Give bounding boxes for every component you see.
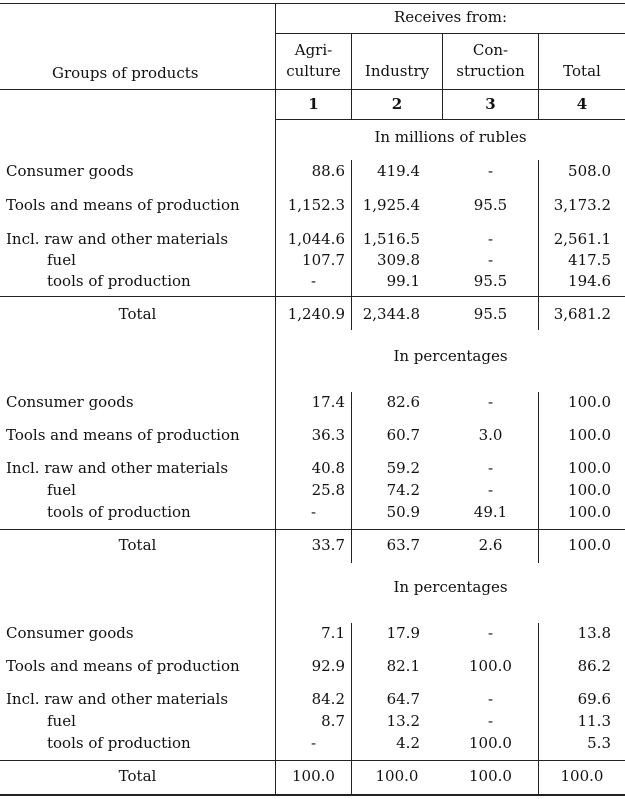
total-cell: 33.7 bbox=[311, 536, 345, 554]
cell: 99.1 bbox=[386, 272, 420, 290]
cell: 107.7 bbox=[302, 251, 345, 269]
section-title: In percentages bbox=[393, 578, 508, 596]
column-number: 1 bbox=[308, 95, 319, 113]
cell: - bbox=[310, 272, 317, 290]
row-label: tools of production bbox=[47, 734, 191, 752]
cell: 74.2 bbox=[386, 481, 420, 499]
cell: 49.1 bbox=[473, 503, 508, 521]
row-label: Consumer goods bbox=[6, 162, 134, 180]
cell: 100.0 bbox=[568, 426, 611, 444]
header-bottom-rule bbox=[0, 89, 625, 90]
cell: - bbox=[487, 230, 494, 248]
cell: 309.8 bbox=[377, 251, 420, 269]
groups-of-products-heading: Groups of products bbox=[52, 64, 199, 82]
number-row-rule bbox=[275, 119, 625, 120]
construction-heading-line2: struction bbox=[456, 62, 525, 80]
cell: 86.2 bbox=[577, 657, 611, 675]
cell: - bbox=[310, 734, 317, 752]
column-number: 2 bbox=[391, 95, 403, 113]
cell: 1,925.4 bbox=[362, 196, 420, 214]
total-rule-1 bbox=[0, 296, 625, 297]
total-cell: 100.0 bbox=[560, 767, 604, 785]
cell: 59.2 bbox=[386, 459, 420, 477]
row-label: fuel bbox=[47, 481, 76, 499]
cell: 60.7 bbox=[386, 426, 420, 444]
cell: - bbox=[487, 624, 494, 642]
total-cell: 100.0 bbox=[568, 536, 611, 554]
row-label: fuel bbox=[47, 712, 76, 730]
total-cell: 63.7 bbox=[386, 536, 420, 554]
row-label: Incl. raw and other materials bbox=[6, 690, 229, 708]
cell: - bbox=[310, 503, 317, 521]
cell: 508.0 bbox=[568, 162, 611, 180]
cell: 194.6 bbox=[568, 272, 611, 290]
cell: 95.5 bbox=[473, 272, 508, 290]
cell: - bbox=[487, 251, 494, 269]
row-label: Tools and means of production bbox=[6, 657, 240, 675]
cell: 50.9 bbox=[386, 503, 420, 521]
cell: 13.8 bbox=[577, 624, 611, 642]
row-label: Consumer goods bbox=[6, 624, 134, 642]
cell: 17.9 bbox=[386, 624, 420, 642]
cell: - bbox=[487, 712, 494, 730]
cell: 11.3 bbox=[577, 712, 611, 730]
cell: - bbox=[487, 690, 494, 708]
row-label: fuel bbox=[47, 251, 76, 269]
cell: 1,152.3 bbox=[287, 196, 345, 214]
cell: 69.6 bbox=[577, 690, 611, 708]
cell: 100.0 bbox=[568, 481, 611, 499]
cell: 92.9 bbox=[311, 657, 345, 675]
row-label: Incl. raw and other materials bbox=[6, 459, 229, 477]
cell: 7.1 bbox=[321, 624, 345, 642]
header-subrule bbox=[275, 33, 625, 34]
cell: - bbox=[487, 481, 494, 499]
cell: 3.0 bbox=[478, 426, 503, 444]
cell: 100.0 bbox=[568, 503, 611, 521]
cell: 8.7 bbox=[321, 712, 345, 730]
row-label: tools of production bbox=[47, 503, 191, 521]
cell: 3,173.2 bbox=[553, 196, 611, 214]
cell: 1,516.5 bbox=[362, 230, 420, 248]
cell: 17.4 bbox=[311, 393, 345, 411]
cell: 84.2 bbox=[311, 690, 345, 708]
row-label: tools of production bbox=[47, 272, 191, 290]
bottom-rule bbox=[0, 794, 625, 796]
cell: 100.0 bbox=[568, 393, 611, 411]
cell: 5.3 bbox=[587, 734, 611, 752]
cell: 100.0 bbox=[469, 657, 512, 675]
cell: 417.5 bbox=[568, 251, 611, 269]
cell: 25.8 bbox=[311, 481, 345, 499]
total-heading: Total bbox=[563, 62, 601, 80]
section-title: In millions of rubles bbox=[374, 128, 527, 146]
cell: 88.6 bbox=[311, 162, 345, 180]
total-cell: 100.0 bbox=[375, 767, 419, 785]
cell: 95.5 bbox=[473, 196, 508, 214]
total-rule-3 bbox=[0, 760, 625, 761]
cell: 100.0 bbox=[568, 459, 611, 477]
cell: 40.8 bbox=[311, 459, 345, 477]
cell: - bbox=[487, 393, 494, 411]
total-label: Total bbox=[118, 767, 157, 785]
cell: 36.3 bbox=[311, 426, 345, 444]
industry-heading: Industry bbox=[364, 62, 430, 80]
total-label: Total bbox=[118, 536, 157, 554]
cell: 82.6 bbox=[386, 393, 420, 411]
total-rule-2 bbox=[0, 529, 625, 530]
total-label: Total bbox=[118, 305, 157, 323]
cell: 419.4 bbox=[377, 162, 420, 180]
row-label: Tools and means of production bbox=[6, 426, 240, 444]
cell: 1,044.6 bbox=[287, 230, 345, 248]
cell: 82.1 bbox=[386, 657, 420, 675]
row-label: Tools and means of production bbox=[6, 196, 240, 214]
section-title: In percentages bbox=[393, 347, 508, 365]
cell: - bbox=[487, 162, 494, 180]
total-cell: 2,344.8 bbox=[362, 305, 420, 323]
top-rule bbox=[0, 3, 625, 4]
receives-from-heading: Receives from: bbox=[393, 8, 508, 26]
total-cell: 1,240.9 bbox=[287, 305, 345, 323]
agriculture-heading-line2: culture bbox=[286, 62, 341, 80]
total-cell: 95.5 bbox=[473, 305, 508, 323]
column-number: 4 bbox=[576, 95, 588, 113]
total-cell: 100.0 bbox=[469, 767, 512, 785]
cell: 4.2 bbox=[396, 734, 420, 752]
total-cell: 100.0 bbox=[292, 767, 335, 785]
cell: - bbox=[487, 459, 494, 477]
cell: 13.2 bbox=[386, 712, 420, 730]
column-number: 3 bbox=[485, 95, 496, 113]
construction-heading-line1: Con- bbox=[472, 41, 509, 59]
total-cell: 2.6 bbox=[478, 536, 503, 554]
cell: 2,561.1 bbox=[553, 230, 611, 248]
total-cell: 3,681.2 bbox=[553, 305, 611, 323]
cell: 100.0 bbox=[469, 734, 512, 752]
cell: 64.7 bbox=[386, 690, 420, 708]
row-label: Consumer goods bbox=[6, 393, 134, 411]
agriculture-heading-line1: Agri- bbox=[294, 41, 333, 59]
row-label: Incl. raw and other materials bbox=[6, 230, 229, 248]
